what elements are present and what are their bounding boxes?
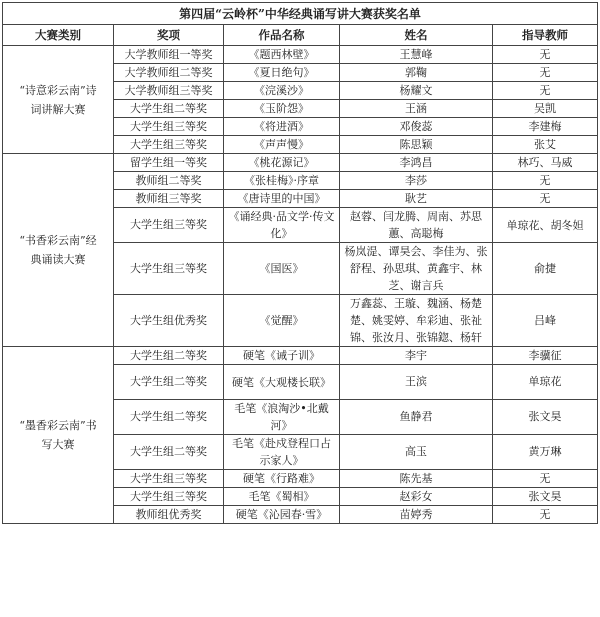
award-cell: 教师组二等奖 [114, 172, 224, 190]
teacher-cell: 张文昊 [493, 400, 598, 435]
work-cell: 毛笔《蜀相》 [224, 488, 340, 506]
work-cell: 《桃花源记》 [224, 154, 340, 172]
name-cell: 王涵 [340, 100, 493, 118]
teacher-cell: 无 [493, 64, 598, 82]
teacher-cell: 李建梅 [493, 118, 598, 136]
work-cell: 《觉醒》 [224, 295, 340, 347]
work-cell: 《题西林壁》 [224, 46, 340, 64]
award-cell: 大学生组三等奖 [114, 488, 224, 506]
work-cell: 《国医》 [224, 243, 340, 295]
work-cell: 毛笔《赴戍登程口占示家人》 [224, 435, 340, 470]
teacher-cell: 张艾 [493, 136, 598, 154]
header-category: 大赛类别 [3, 25, 114, 46]
award-cell: 教师组优秀奖 [114, 506, 224, 524]
award-cell: 教师组三等奖 [114, 190, 224, 208]
award-cell: 大学生组二等奖 [114, 400, 224, 435]
category-classic-reading: “书香彩云南”经典诵读大赛 [3, 154, 114, 347]
header-award: 奖项 [114, 25, 224, 46]
work-cell: 硬笔《诫子训》 [224, 347, 340, 365]
name-cell: 王慧峰 [340, 46, 493, 64]
work-cell: 《玉阶怨》 [224, 100, 340, 118]
name-cell: 陈思颖 [340, 136, 493, 154]
award-cell: 大学教师组二等奖 [114, 64, 224, 82]
header-work: 作品名称 [224, 25, 340, 46]
award-cell: 留学生组一等奖 [114, 154, 224, 172]
teacher-cell: 林巧、马威 [493, 154, 598, 172]
teacher-cell: 单琼花、胡冬妲 [493, 208, 598, 243]
award-cell: 大学生组二等奖 [114, 347, 224, 365]
name-cell: 陈先基 [340, 470, 493, 488]
work-cell: 《唐诗里的中国》 [224, 190, 340, 208]
work-cell: 《诵经典·品文学·传文化》 [224, 208, 340, 243]
name-cell: 杨耀文 [340, 82, 493, 100]
name-cell: 邓俊蕊 [340, 118, 493, 136]
teacher-cell: 无 [493, 470, 598, 488]
award-cell: 大学生组三等奖 [114, 243, 224, 295]
table-row [3, 46, 598, 64]
table-row [3, 154, 598, 172]
teacher-cell: 无 [493, 82, 598, 100]
award-cell: 大学生组三等奖 [114, 208, 224, 243]
teacher-cell: 吕峰 [493, 295, 598, 347]
table-row [3, 347, 598, 365]
name-cell: 王滨 [340, 365, 493, 400]
name-cell: 郭鞠 [340, 64, 493, 82]
name-cell: 赵蓉、闫龙腾、周南、苏思蕙、高聪梅 [340, 208, 493, 243]
header-teacher: 指导教师 [493, 25, 598, 46]
work-cell: 硬笔《大观楼长联》 [224, 365, 340, 400]
name-cell: 李鸿昌 [340, 154, 493, 172]
header-name: 姓名 [340, 25, 493, 46]
award-cell: 大学生组二等奖 [114, 100, 224, 118]
teacher-cell: 无 [493, 46, 598, 64]
name-cell: 耿艺 [340, 190, 493, 208]
category-calligraphy: “墨香彩云南”书写大赛 [3, 347, 114, 524]
name-cell: 赵彩女 [340, 488, 493, 506]
award-table [2, 2, 598, 524]
teacher-cell: 吴凯 [493, 100, 598, 118]
work-cell: 《夏日绝句》 [224, 64, 340, 82]
work-cell: 《浣溪沙》 [224, 82, 340, 100]
work-cell: 《声声慢》 [224, 136, 340, 154]
award-cell: 大学生组三等奖 [114, 470, 224, 488]
teacher-cell: 黄万琳 [493, 435, 598, 470]
award-cell: 大学生组三等奖 [114, 118, 224, 136]
name-cell: 李宇 [340, 347, 493, 365]
teacher-cell: 无 [493, 190, 598, 208]
work-cell: 硬笔《行路难》 [224, 470, 340, 488]
name-cell: 李莎 [340, 172, 493, 190]
teacher-cell: 单琼花 [493, 365, 598, 400]
award-cell: 大学教师组三等奖 [114, 82, 224, 100]
category-poetry-lecture: “诗意彩云南”诗词讲解大赛 [3, 46, 114, 154]
name-cell: 高玉 [340, 435, 493, 470]
teacher-cell: 李骥征 [493, 347, 598, 365]
name-cell: 杨岚湜、谭昊会、李佳为、张舒程、孙思琪、黄鑫宇、林芝、谢言兵 [340, 243, 493, 295]
teacher-cell: 无 [493, 172, 598, 190]
award-cell: 大学生组二等奖 [114, 435, 224, 470]
name-cell: 万鑫蕊、王璇、魏涵、杨楚楚、姚雯婷、牟彩迪、张祉锦、张汝月、张锦鍃、杨轩 [340, 295, 493, 347]
teacher-cell: 俞捷 [493, 243, 598, 295]
teacher-cell: 张文昊 [493, 488, 598, 506]
name-cell: 苗婷秀 [340, 506, 493, 524]
table-title: 第四届“云岭杯”中华经典诵写讲大赛获奖名单 [3, 3, 598, 25]
award-cell: 大学生组优秀奖 [114, 295, 224, 347]
teacher-cell: 无 [493, 506, 598, 524]
name-cell: 鱼静君 [340, 400, 493, 435]
award-cell: 大学生组二等奖 [114, 365, 224, 400]
header-row [3, 25, 598, 46]
award-cell: 大学生组三等奖 [114, 136, 224, 154]
work-cell: 《张桂梅》·序章 [224, 172, 340, 190]
award-cell: 大学教师组一等奖 [114, 46, 224, 64]
work-cell: 毛笔《浪淘沙•北戴河》 [224, 400, 340, 435]
work-cell: 《将进酒》 [224, 118, 340, 136]
work-cell: 硬笔《沁园春·雪》 [224, 506, 340, 524]
